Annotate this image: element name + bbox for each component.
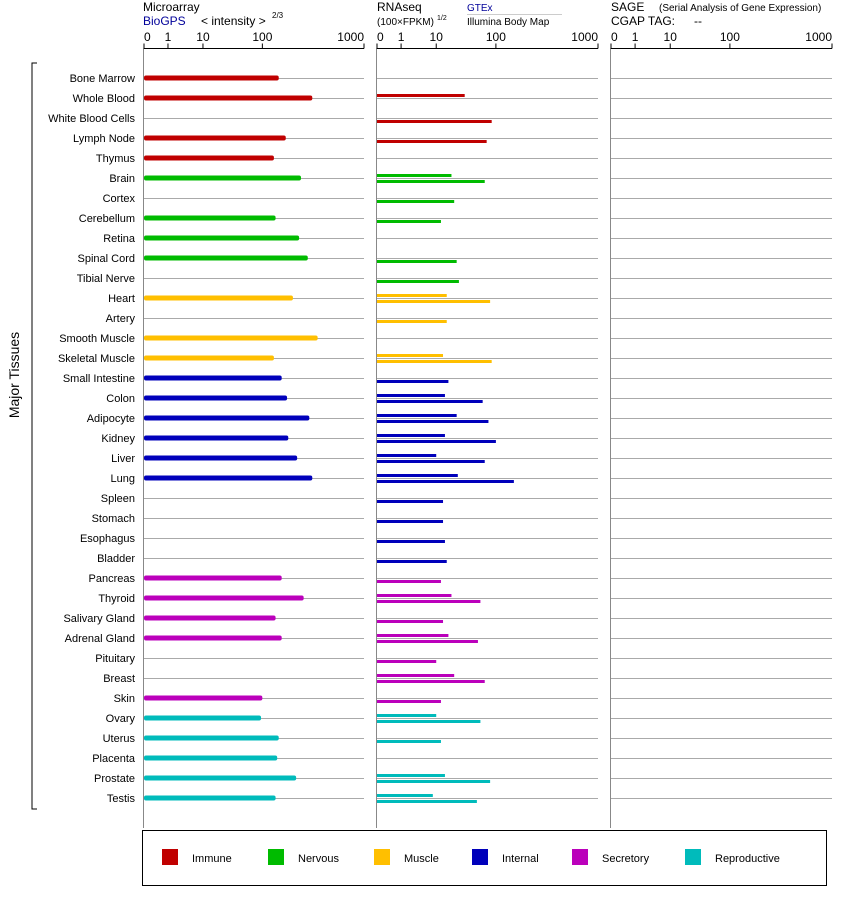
ibm-bar	[377, 740, 441, 743]
tissue-label: Testis	[106, 793, 135, 805]
sage-tick-label: 0	[611, 30, 618, 44]
tissue-label: Prostate	[94, 773, 135, 785]
rnaseq-tick-label: 10	[429, 30, 443, 44]
tissue-label: Pancreas	[88, 573, 135, 585]
ibm-bar	[377, 420, 488, 423]
tissue-label: Brain	[109, 173, 135, 185]
gtex-bar	[377, 634, 448, 637]
tissue-label: Adipocyte	[86, 413, 135, 425]
sage-tag-value: --	[694, 14, 702, 28]
microarray-bar	[144, 716, 261, 721]
tissue-label: Placenta	[92, 753, 135, 765]
tissue-label: Artery	[105, 313, 135, 325]
microarray-bar	[144, 256, 308, 261]
microarray-bar	[144, 696, 262, 701]
ibm-bar	[377, 140, 487, 143]
tissue-bracket	[32, 63, 37, 809]
microarray-bar	[144, 216, 276, 221]
tissue-label: Bladder	[97, 553, 135, 565]
rnaseq-unit-exponent: 1/2	[437, 15, 447, 22]
ibm-bar	[377, 360, 492, 363]
tissue-label: Breast	[103, 673, 135, 685]
tissue-label: Ovary	[105, 713, 135, 725]
ibm-bar	[377, 700, 441, 703]
microarray-bar	[144, 336, 318, 341]
gtex-bar	[377, 474, 458, 477]
microarray-bar	[144, 636, 282, 641]
tissue-label: Bone Marrow	[69, 73, 135, 85]
ibm-bar	[377, 520, 443, 523]
legend-swatch	[162, 849, 178, 865]
rnaseq-title: RNAseq	[377, 0, 422, 14]
ibm-bar	[377, 720, 480, 723]
ibm-bar	[377, 480, 514, 483]
tissue-label: Spleen	[100, 493, 135, 505]
microarray-bar	[144, 156, 274, 161]
tissue-label: Cerebellum	[78, 213, 135, 225]
ibm-bar	[377, 640, 478, 643]
rnaseq-source-ibm: Illumina Body Map	[467, 17, 550, 28]
ibm-bar	[377, 560, 447, 563]
tissue-label: Smooth Muscle	[59, 333, 135, 345]
microarray-bar	[144, 796, 276, 801]
microarray-bar	[144, 456, 297, 461]
gtex-bar	[377, 594, 451, 597]
gtex-bar	[377, 414, 457, 417]
tissue-label: Kidney	[101, 433, 135, 445]
microarray-source: BioGPS	[143, 14, 186, 28]
gtex-bar	[377, 674, 454, 677]
microarray-tick-label: 1	[164, 30, 172, 44]
tissue-label: Liver	[111, 453, 135, 465]
tissue-label: Tibial Nerve	[76, 273, 135, 285]
tissue-label: Stomach	[91, 513, 135, 525]
rnaseq-source-gtex: GTEx	[467, 3, 493, 14]
ibm-bar	[377, 620, 443, 623]
ibm-bar	[377, 780, 490, 783]
ibm-bar	[377, 600, 480, 603]
ibm-bar	[377, 540, 445, 543]
microarray-tick-label: 0	[144, 30, 151, 44]
tissue-label: Salivary Gland	[63, 613, 135, 625]
microarray-unit-exponent: 2/3	[272, 11, 284, 20]
rnaseq-tick-label: 100	[485, 30, 506, 44]
ibm-bar	[377, 280, 459, 283]
microarray-bar	[144, 96, 312, 101]
ibm-bar	[377, 400, 483, 403]
tissue-label: Small Intestine	[62, 373, 135, 385]
tissue-label: Thymus	[95, 153, 135, 165]
microarray-bar	[144, 776, 296, 781]
microarray-bar	[144, 396, 287, 401]
ibm-bar	[377, 460, 485, 463]
legend-swatch	[268, 849, 284, 865]
microarray-unit: < intensity >	[201, 14, 266, 28]
legend-label: Reproductive	[715, 853, 780, 865]
gtex-bar	[377, 714, 436, 717]
microarray-bar	[144, 236, 299, 241]
ibm-bar	[377, 380, 448, 383]
tissue-labels	[48, 73, 136, 805]
microarray-bar	[144, 736, 279, 741]
microarray-bar	[144, 756, 277, 761]
legend-label: Immune	[192, 853, 232, 865]
gtex-bar	[377, 354, 443, 357]
microarray-bar	[144, 616, 276, 621]
gtex-bar	[377, 454, 436, 457]
microarray-bar	[144, 376, 282, 381]
ibm-bar	[377, 200, 454, 203]
legend-label: Internal	[502, 853, 539, 865]
tissue-label: Whole Blood	[72, 93, 135, 105]
gtex-bar	[377, 794, 433, 797]
tissue-label: Uterus	[102, 733, 135, 745]
legend-label: Secretory	[602, 853, 650, 865]
microarray-bar	[144, 296, 293, 301]
microarray-bar	[144, 476, 312, 481]
tissue-label: Lung	[110, 473, 135, 485]
ibm-bar	[377, 680, 485, 683]
tissue-label: Pituitary	[95, 653, 135, 665]
microarray-bar	[144, 356, 274, 361]
ibm-bar	[377, 320, 447, 323]
tissue-label: Skin	[113, 693, 135, 705]
ibm-bar	[377, 660, 436, 663]
gtex-bar	[377, 774, 445, 777]
rnaseq-tick-label: 0	[377, 30, 384, 44]
tissue-label: Adrenal Gland	[64, 633, 135, 645]
sage-tick-label: 100	[719, 30, 740, 44]
rnaseq-unit: (100×FPKM)	[377, 17, 434, 28]
bars	[144, 76, 514, 804]
ibm-bar	[377, 120, 492, 123]
tissue-label: Retina	[103, 233, 135, 245]
tissue-label: Thyroid	[98, 593, 135, 605]
microarray-tick-label: 1000	[337, 30, 364, 44]
sage-tick-label: 1000	[805, 30, 832, 44]
sage-tick-label: 1	[631, 30, 639, 44]
legend-swatch	[685, 849, 701, 865]
microarray-bar	[144, 596, 304, 601]
y-axis-label: Major Tissues	[6, 331, 22, 419]
microarray-title: Microarray	[143, 0, 200, 14]
axes	[144, 30, 833, 828]
sage-tick-label: 10	[663, 30, 677, 44]
sage-title: SAGE	[611, 0, 645, 14]
rnaseq-tick-label: 1000	[571, 30, 598, 44]
microarray-bar	[144, 76, 279, 81]
legend-swatch	[572, 849, 588, 865]
microarray-tick-label: 100	[252, 30, 273, 44]
tissue-label: Colon	[106, 393, 135, 405]
legend-swatch	[374, 849, 390, 865]
tissue-label: Skeletal Muscle	[57, 353, 135, 365]
microarray-bar	[144, 576, 282, 581]
tissue-label: Esophagus	[79, 533, 135, 545]
ibm-bar	[377, 580, 441, 583]
tissue-label: Cortex	[102, 193, 135, 205]
tissue-label: White Blood Cells	[48, 113, 135, 125]
legend-swatch	[472, 849, 488, 865]
legend-label: Muscle	[404, 853, 439, 865]
ibm-bar	[377, 260, 457, 263]
gtex-bar	[377, 294, 447, 297]
ibm-bar	[377, 180, 485, 183]
gtex-bar	[377, 94, 465, 97]
microarray-bar	[144, 136, 286, 141]
rnaseq-tick-label: 1	[397, 30, 405, 44]
microarray-tick-label: 10	[196, 30, 210, 44]
microarray-bar	[144, 416, 309, 421]
ibm-bar	[377, 220, 441, 223]
ibm-bar	[377, 300, 490, 303]
ibm-bar	[377, 500, 443, 503]
tissue-label: Spinal Cord	[77, 253, 135, 265]
gtex-bar	[377, 174, 451, 177]
legend-label: Nervous	[298, 853, 339, 865]
microarray-bar	[144, 176, 301, 181]
tissue-label: Lymph Node	[73, 133, 135, 145]
microarray-bar	[144, 436, 288, 441]
gtex-bar	[377, 434, 445, 437]
gtex-bar	[377, 394, 445, 397]
ibm-bar	[377, 440, 496, 443]
sage-subtitle: (Serial Analysis of Gene Expression)	[659, 3, 822, 14]
ibm-bar	[377, 800, 477, 803]
tissue-label: Heart	[108, 293, 135, 305]
sage-tag-label: CGAP TAG:	[611, 14, 676, 28]
